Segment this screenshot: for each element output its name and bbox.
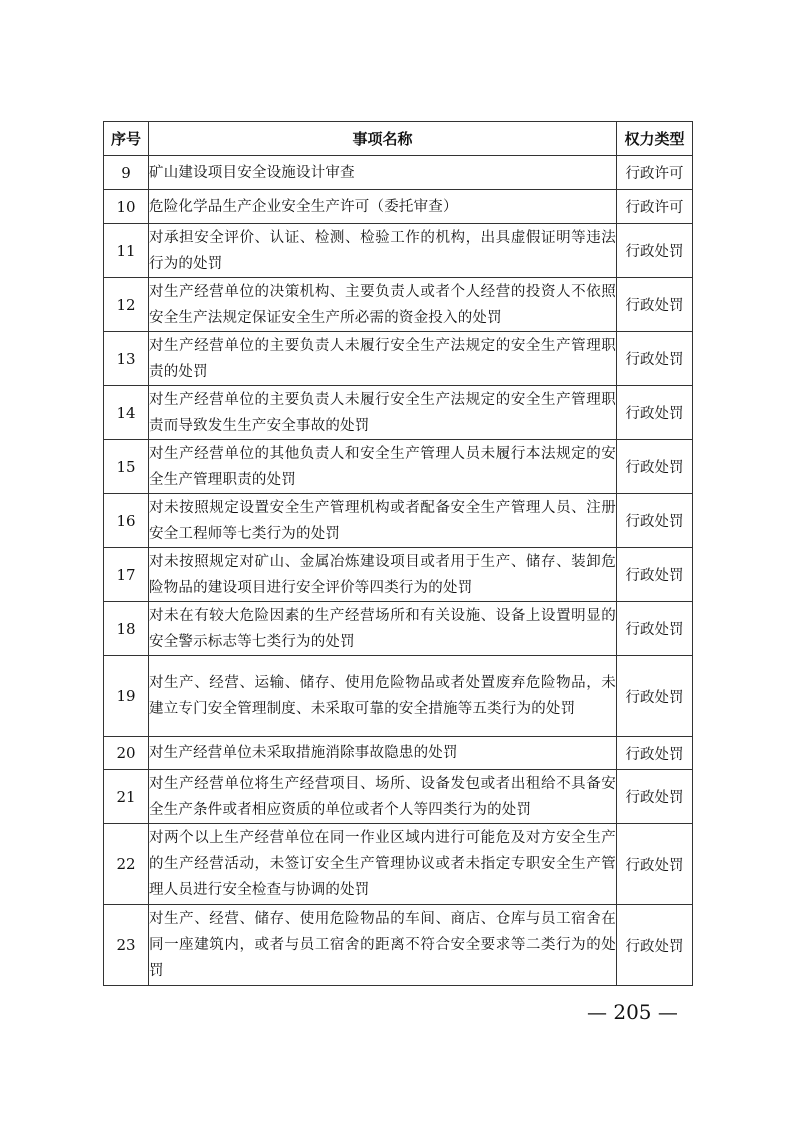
row-power-type: 行政处罚 xyxy=(617,656,693,737)
row-number: 16 xyxy=(104,494,149,548)
table-row xyxy=(104,494,693,548)
row-item-name: 对生产经营单位的其他负责人和安全生产管理人员未履行本法规定的安全生产管理职责的处罚 xyxy=(149,440,617,494)
table-row xyxy=(104,770,693,824)
row-number: 13 xyxy=(104,332,149,386)
row-item-name: 对生产经营单位的决策机构、主要负责人或者个人经营的投资人不依照安全生产法规定保证安全生产所必需的资金投入的处罚 xyxy=(149,278,617,332)
table-row xyxy=(104,190,693,224)
row-item-name: 对未在有较大危险因素的生产经营场所和有关设施、设备上设置明显的安全警示标志等七类行为的处罚 xyxy=(149,602,617,656)
row-number: 17 xyxy=(104,548,149,602)
header-number: 序号 xyxy=(104,122,149,156)
row-power-type: 行政处罚 xyxy=(617,905,693,986)
row-power-type: 行政处罚 xyxy=(617,440,693,494)
table-row xyxy=(104,386,693,440)
row-item-name: 对两个以上生产经营单位在同一作业区域内进行可能危及对方安全生产的生产经营活动，未签订安全生产管理协议或者未指定专职安全生产管理人员进行安全检查与协调的处罚 xyxy=(149,824,617,905)
row-power-type: 行政处罚 xyxy=(617,824,693,905)
row-power-type: 行政处罚 xyxy=(617,494,693,548)
row-power-type: 行政处罚 xyxy=(617,737,693,770)
row-item-name: 对未按照规定对矿山、金属冶炼建设项目或者用于生产、储存、装卸危险物品的建设项目进行安全评价等四类行为的处罚 xyxy=(149,548,617,602)
table-row xyxy=(104,332,693,386)
row-number: 19 xyxy=(104,656,149,737)
table-row xyxy=(104,602,693,656)
row-number: 15 xyxy=(104,440,149,494)
row-item-name: 危险化学品生产企业安全生产许可（委托审查） xyxy=(149,190,617,224)
power-list-table xyxy=(103,121,693,986)
row-number: 14 xyxy=(104,386,149,440)
table-header-row xyxy=(104,122,693,156)
row-item-name: 矿山建设项目安全设施设计审查 xyxy=(149,156,617,190)
row-power-type: 行政处罚 xyxy=(617,602,693,656)
row-number: 10 xyxy=(104,190,149,224)
row-power-type: 行政处罚 xyxy=(617,224,693,278)
table-row xyxy=(104,156,693,190)
row-number: 20 xyxy=(104,737,149,770)
header-power-type: 权力类型 xyxy=(617,122,693,156)
header-item-name: 事项名称 xyxy=(149,122,617,156)
row-item-name: 对承担安全评价、认证、检测、检验工作的机构，出具虚假证明等违法行为的处罚 xyxy=(149,224,617,278)
row-power-type: 行政许可 xyxy=(617,156,693,190)
row-number: 11 xyxy=(104,224,149,278)
row-power-type: 行政处罚 xyxy=(617,548,693,602)
row-number: 22 xyxy=(104,824,149,905)
row-number: 12 xyxy=(104,278,149,332)
row-number: 9 xyxy=(104,156,149,190)
table-row xyxy=(104,824,693,905)
row-item-name: 对生产经营单位将生产经营项目、场所、设备发包或者出租给不具备安全生产条件或者相应资质的单位或者个人等四类行为的处罚 xyxy=(149,770,617,824)
table-row xyxy=(104,224,693,278)
table-row xyxy=(104,656,693,737)
row-power-type: 行政处罚 xyxy=(617,770,693,824)
table-row xyxy=(104,737,693,770)
row-number: 23 xyxy=(104,905,149,986)
row-item-name: 对生产经营单位的主要负责人未履行安全生产法规定的安全生产管理职责的处罚 xyxy=(149,332,617,386)
row-item-name: 对未按照规定设置安全生产管理机构或者配备安全生产管理人员、注册安全工程师等七类行为的处罚 xyxy=(149,494,617,548)
row-item-name: 对生产经营单位未采取措施消除事故隐患的处罚 xyxy=(149,737,617,770)
row-power-type: 行政许可 xyxy=(617,190,693,224)
row-item-name: 对生产经营单位的主要负责人未履行安全生产法规定的安全生产管理职责而导致发生生产安全事故的处罚 xyxy=(149,386,617,440)
row-number: 21 xyxy=(104,770,149,824)
row-power-type: 行政处罚 xyxy=(617,332,693,386)
row-number: 18 xyxy=(104,602,149,656)
table-row xyxy=(104,440,693,494)
table-row xyxy=(104,905,693,986)
row-item-name: 对生产、经营、储存、使用危险物品的车间、商店、仓库与员工宿舍在同一座建筑内，或者与员工宿舍的距离不符合安全要求等二类行为的处罚 xyxy=(149,905,617,986)
row-item-name: 对生产、经营、运输、储存、使用危险物品或者处置废弃危险物品，未建立专门安全管理制度、未采取可靠的安全措施等五类行为的处罚 xyxy=(149,656,617,737)
row-power-type: 行政处罚 xyxy=(617,278,693,332)
row-power-type: 行政处罚 xyxy=(617,386,693,440)
table-row xyxy=(104,278,693,332)
table-row xyxy=(104,548,693,602)
page-number: — 205 — xyxy=(587,1000,678,1024)
